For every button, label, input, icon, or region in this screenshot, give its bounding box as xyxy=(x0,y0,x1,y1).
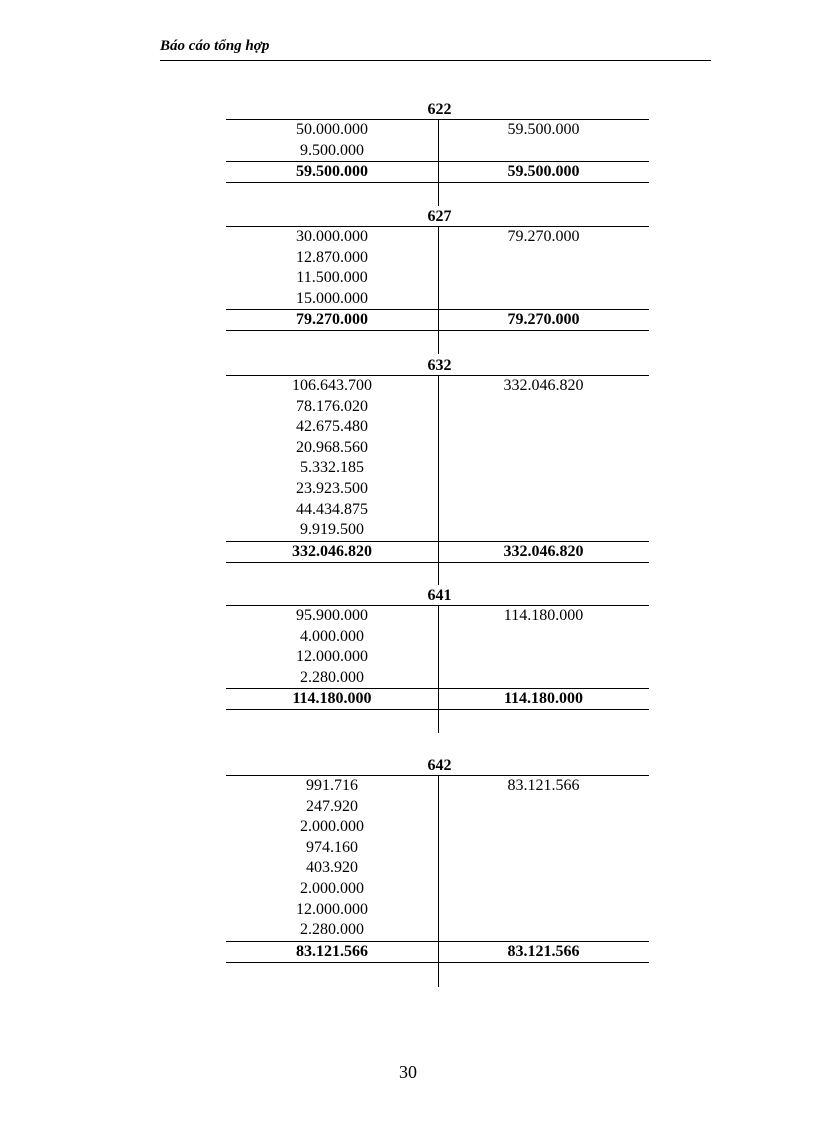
debit-entry: 5.332.185 xyxy=(300,459,364,477)
account-divider-line xyxy=(438,606,439,733)
report-header-title: Báo cáo tổng hợp xyxy=(160,38,270,54)
debit-entry: 95.900.000 xyxy=(296,607,368,624)
account-code: 641 xyxy=(427,587,452,604)
credit-entry xyxy=(438,141,649,162)
credit-entry xyxy=(438,479,649,500)
debit-entry: 2.280.000 xyxy=(300,921,364,939)
credit-entry xyxy=(438,627,649,648)
credit-entry: 83.121.566 xyxy=(507,777,580,794)
credit-entry xyxy=(438,900,649,921)
account-divider-line xyxy=(438,376,439,585)
page-number: 30 xyxy=(399,1062,417,1082)
credit-entry xyxy=(438,838,649,859)
credit-entry: 79.270.000 xyxy=(507,228,580,245)
debit-entry: 11.500.000 xyxy=(296,269,368,287)
total-debit: 114.180.000 xyxy=(292,690,372,708)
account-body xyxy=(226,227,649,331)
credit-entry xyxy=(438,438,649,459)
debit-entry: 106.643.700 xyxy=(292,377,372,394)
account-code: 622 xyxy=(427,101,452,118)
debit-entry: 44.434.875 xyxy=(296,500,368,518)
debit-entry: 78.176.020 xyxy=(296,397,368,415)
total-credit: 83.121.566 xyxy=(507,942,580,960)
debit-entry: 991.716 xyxy=(306,777,358,794)
account-code: 642 xyxy=(427,757,452,774)
credit-entry xyxy=(438,647,649,668)
header-rule xyxy=(160,60,711,61)
account-divider-line xyxy=(438,120,439,206)
credit-entry xyxy=(438,920,649,941)
debit-entry: 12.000.000 xyxy=(296,900,368,918)
credit-entry xyxy=(438,520,649,541)
debit-entry: 2.280.000 xyxy=(300,668,364,686)
total-credit: 59.500.000 xyxy=(507,163,580,181)
credit-entry xyxy=(438,268,649,289)
credit-entry: 114.180.000 xyxy=(503,607,584,624)
account-body xyxy=(226,376,649,563)
debit-entry: 20.968.560 xyxy=(296,438,368,456)
debit-entry: 30.000.000 xyxy=(296,228,368,245)
credit-entry xyxy=(438,248,649,269)
account-code: 632 xyxy=(427,357,452,374)
credit-entry xyxy=(438,500,649,521)
debit-entry: 2.000.000 xyxy=(300,879,364,897)
debit-entry: 15.000.000 xyxy=(296,289,368,307)
debit-entry: 23.923.500 xyxy=(296,479,368,497)
credit-entry xyxy=(438,817,649,838)
debit-entry: 247.920 xyxy=(306,797,358,815)
debit-entry: 12.870.000 xyxy=(296,248,368,266)
debit-entry: 9.500.000 xyxy=(300,141,364,159)
t-account-627 xyxy=(226,208,649,331)
debit-entry: 9.919.500 xyxy=(300,521,364,539)
account-code: 627 xyxy=(427,208,452,225)
credit-entry xyxy=(438,797,649,818)
t-account-642 xyxy=(226,757,649,963)
t-account-632 xyxy=(226,357,649,563)
credit-entry: 59.500.000 xyxy=(507,121,580,138)
credit-entry xyxy=(438,458,649,479)
total-credit: 114.180.000 xyxy=(503,690,584,708)
account-body xyxy=(226,606,649,710)
t-account-622 xyxy=(226,101,649,183)
debit-entry: 403.920 xyxy=(306,859,358,877)
debit-entry: 42.675.480 xyxy=(296,418,368,436)
total-credit: 79.270.000 xyxy=(507,311,580,329)
credit-entry xyxy=(438,668,649,689)
account-divider-line xyxy=(438,776,439,987)
t-account-641 xyxy=(226,587,649,710)
credit-entry xyxy=(438,879,649,900)
credit-entry xyxy=(438,289,649,310)
total-debit: 83.121.566 xyxy=(296,942,368,960)
credit-entry: 332.046.820 xyxy=(503,377,584,394)
total-credit: 332.046.820 xyxy=(503,542,584,560)
debit-entry: 2.000.000 xyxy=(300,818,364,836)
total-debit: 332.046.820 xyxy=(292,542,372,560)
credit-entry xyxy=(438,397,649,418)
debit-entry: 50.000.000 xyxy=(296,121,368,138)
debit-entry: 12.000.000 xyxy=(296,648,368,666)
account-divider-line xyxy=(438,227,439,354)
account-body xyxy=(226,776,649,963)
debit-entry: 4.000.000 xyxy=(300,627,364,645)
account-body xyxy=(226,120,649,183)
credit-entry xyxy=(438,858,649,879)
debit-entry: 974.160 xyxy=(306,838,358,856)
credit-entry xyxy=(438,417,649,438)
total-debit: 79.270.000 xyxy=(296,311,368,329)
total-debit: 59.500.000 xyxy=(296,163,368,181)
